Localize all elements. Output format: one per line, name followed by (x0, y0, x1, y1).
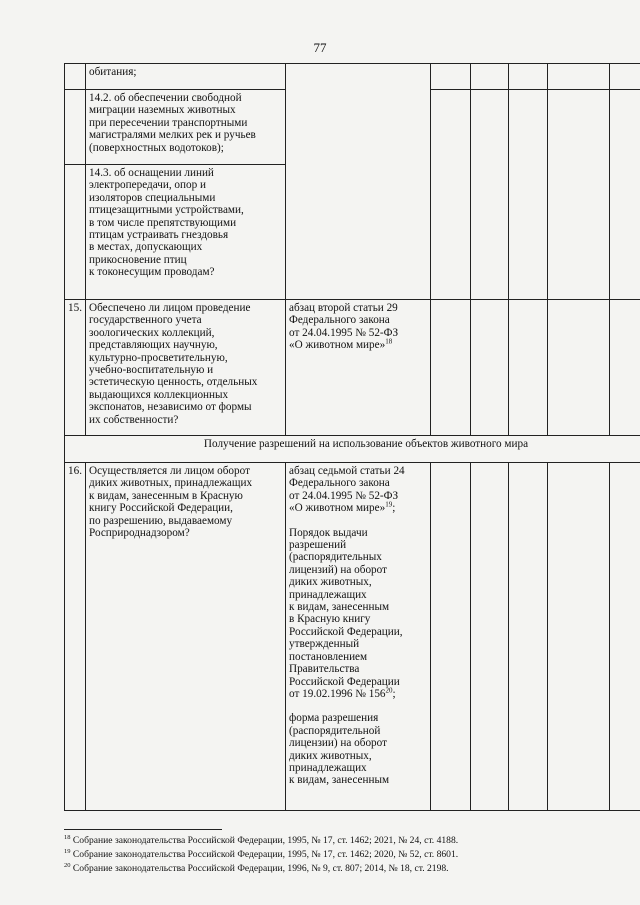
answer-cell (471, 64, 509, 90)
question-cell (86, 64, 286, 90)
footnote-separator (64, 829, 222, 830)
answer-cell (509, 300, 548, 436)
reference-cell (286, 463, 431, 811)
footnote-text: Собрание законодательства Российской Федерации, 1995, № 17, ст. 1462; 2021, № 24, ст. 4188. (72, 835, 459, 846)
question-cell (86, 463, 286, 811)
answer-cell (431, 300, 471, 436)
footnote-ref: 18 (385, 337, 393, 346)
footnotes (64, 834, 630, 875)
answer-cell (509, 64, 548, 90)
answer-cell (471, 300, 509, 436)
row-number-cell (65, 90, 86, 165)
reference-punct: ; (392, 502, 396, 515)
reference-text: абзац седьмой статьи 24 Федерального закона от 24.04.1995 № 52-ФЗ «О животном мире» (289, 465, 405, 515)
footnote-number: 18 (64, 833, 71, 841)
answer-cell (610, 64, 640, 90)
footnote-number: 20 (64, 861, 71, 869)
row-number-cell (65, 64, 86, 90)
reference-text: форма разрешения (распорядительной лицензии) на оборот диких животных, принадлежащих к видам, занесенным (289, 712, 390, 787)
checklist-table (64, 63, 640, 811)
question-cell (86, 165, 286, 300)
answer-cell (610, 300, 640, 436)
table-row (65, 300, 640, 436)
question-text: Обеспечено ли лицом проведение государственного учета зоологических коллекций, представляющих научную, культурно-просветительную, учебно-воспитательную и эстетическую ценность, отдельных выдающихся коллекционных экспонатов, независимо от формы их собственности? (89, 302, 258, 426)
question-cell (86, 90, 286, 165)
footnote (64, 862, 630, 876)
question-text: Осуществляется ли лицом оборот диких животных, принадлежащих к видам, занесенным в Красную книгу Российской Федерации, по разрешению, выдаваемому Росприроднадзором? (89, 465, 253, 540)
page-number: 77 (313, 40, 327, 55)
question-cell (86, 300, 286, 436)
table-row (65, 463, 640, 811)
footnote (64, 834, 630, 848)
answer-cell (610, 90, 640, 300)
row-number: 15. (65, 300, 86, 436)
reference-cell (286, 300, 431, 436)
answer-cell (509, 90, 548, 300)
answer-cell (431, 64, 471, 90)
reference-text: Порядок выдачи разрешений (распорядительных лицензий) на оборот диких животных, принадлежащих к видам, занесенным в Красную книгу Российской Федерации, утвержденный постановлением Правительства Российской Федерации от 19.02.1996 № 156 (289, 526, 403, 700)
reference-cell (286, 64, 431, 300)
answer-cell (610, 463, 640, 811)
footnote-number: 19 (64, 847, 71, 855)
answer-cell (431, 463, 471, 811)
reference-block-1 (289, 465, 427, 515)
footnote-text: Собрание законодательства Российской Федерации, 1996, № 9, ст. 807; 2014, № 18, ст. 2198. (72, 862, 449, 874)
footnote-ref: 20 (385, 686, 393, 695)
reference-punct: ; (392, 687, 396, 700)
answer-cell (548, 90, 610, 300)
answer-cell (509, 463, 548, 811)
answer-cell (548, 64, 610, 90)
reference-block-2 (289, 527, 427, 701)
row-number-cell (65, 165, 86, 300)
section-title: Получение разрешений на использование объектов животного мира (203, 438, 529, 450)
question-text: 14.3. об оснащении линий электропередачи, опор и изоляторов специальными птицезащитными устройствами, в том числе препятствующими птицам устраивать гнездовья в местах, допускающих прикосновение птиц к токонесущим проводам? (89, 167, 244, 279)
answer-cell (471, 463, 509, 811)
footnote-text: Собрание законодательства Российской Федерации, 1995, № 17, ст. 1462; 2020, № 52, ст. 8601. (72, 848, 459, 860)
question-text: обитания; (89, 66, 137, 78)
answer-cell (431, 90, 471, 300)
section-row (65, 436, 640, 463)
reference-text: абзац второй статьи 29 Федерального закона от 24.04.1995 № 52-ФЗ «О животном мире» (289, 302, 399, 352)
section-header-cell (65, 436, 640, 463)
answer-cell (471, 90, 509, 300)
footnote-ref: 19 (385, 500, 393, 509)
table-row (65, 64, 640, 90)
question-text: 14.2. об обеспечении свободной миграции наземных животных при пересечении транспортными магистралями мелких рек и ручьев (поверхностных водотоков); (89, 92, 256, 154)
answer-cell (548, 300, 610, 436)
row-number: 16. (65, 463, 86, 811)
reference-block-3 (289, 712, 427, 786)
footnote (64, 848, 630, 862)
answer-cell (548, 463, 610, 811)
